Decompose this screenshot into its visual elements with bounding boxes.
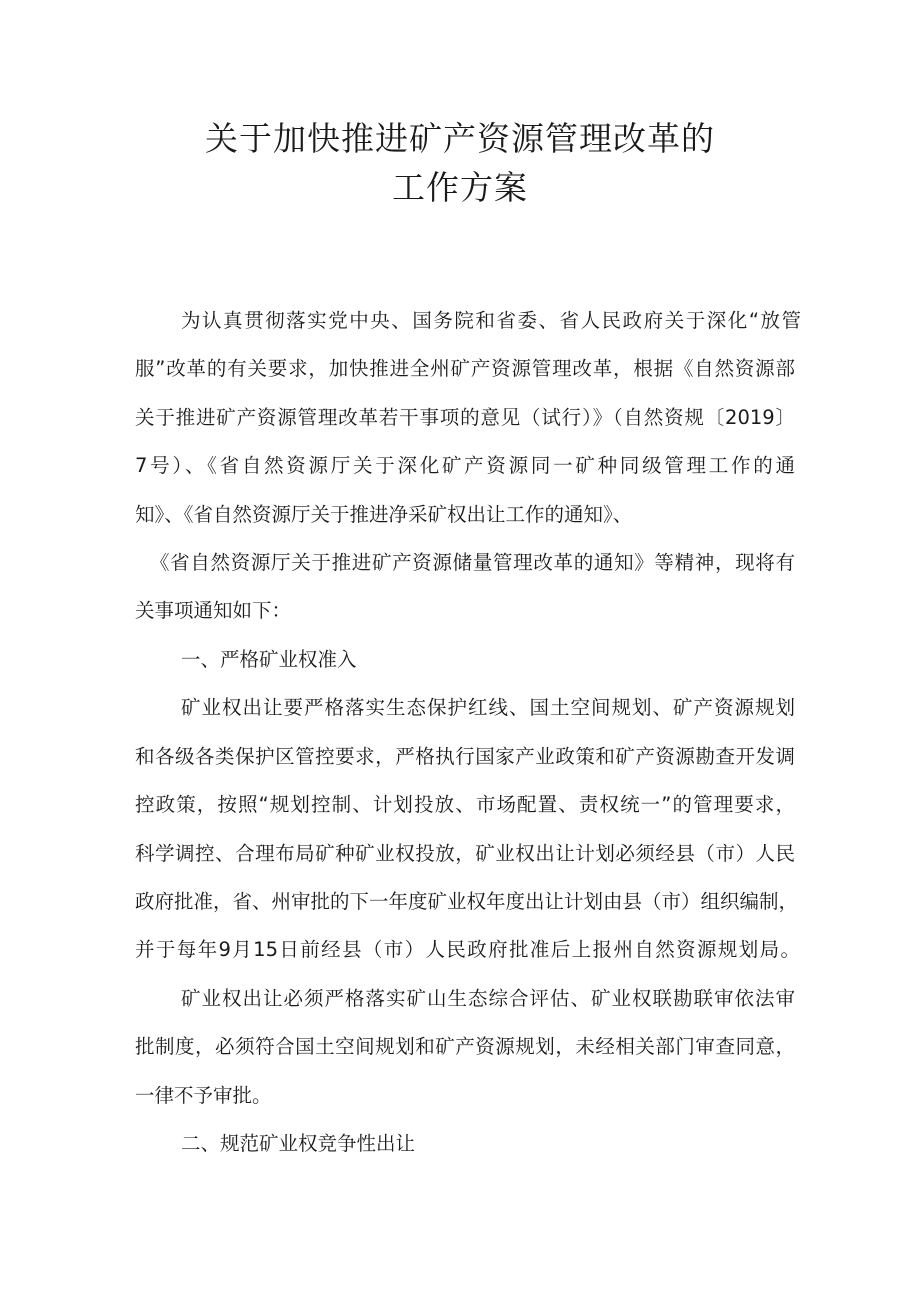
section-heading: 二、规范矿业权竞争性出让 — [181, 1132, 416, 1155]
document-title-line-1: 关于加快推进矿产资源管理改革的 — [205, 119, 715, 158]
paragraph-line: 矿业权出让必须严格落实矿山生态综合评估、矿业权联勘联审依法审 — [181, 987, 795, 1010]
paragraph-line: 《省自然资源厅关于推进矿产资源储量管理改革的通知》等精神，现将有 — [150, 551, 795, 574]
paragraph-line: 和各级各类保护区管控要求，严格执行国家产业政策和矿产资源勘查开发调 — [135, 745, 795, 768]
paragraph-line: 7号）、《省自然资源厅关于深化矿产资源同一矿种同级管理工作的通 — [135, 454, 795, 477]
paragraph-line: 科学调控、合理布局矿种矿业权投放，矿业权出让计划必须经县（市）人民 — [135, 842, 795, 865]
paragraph-line: 一律不予审批。 — [135, 1084, 272, 1107]
paragraph-line: 关事项通知如下： — [135, 599, 292, 622]
paragraph-line: 为认真贯彻落实党中央、国务院和省委、省人民政府关于深化“放管 — [181, 309, 801, 332]
paragraph-line: 知》、《省自然资源厅关于推进净采矿权出让工作的通知》、 — [135, 503, 633, 526]
paragraph-line: 政府批准，省、州审批的下一年度矿业权年度出让计划由县（市）组织编制， — [135, 890, 799, 913]
paragraph-line: 关于推进矿产资源管理改革若干事项的意见（试行）》（自然资规〔2019〕 — [135, 406, 795, 429]
paragraph-line: 控政策，按照“规划控制、计划投放、市场配置、责权统一”的管理要求， — [135, 793, 795, 816]
paragraph-line: 批制度，必须符合国土空间规划和矿产资源规划，未经相关部门审查同意， — [135, 1035, 795, 1058]
paragraph-line: 并于每年9月15日前经县（市）人民政府批准后上报州自然资源规划局。 — [135, 938, 800, 961]
section-heading: 一、严格矿业权准入 — [181, 648, 357, 671]
paragraph-line: 服”改革的有关要求，加快推进全州矿产资源管理改革，根据《自然资源部 — [135, 357, 795, 380]
paragraph-line: 矿业权出让要严格落实生态保护红线、国土空间规划、矿产资源规划 — [181, 696, 795, 719]
document-title-line-2: 工作方案 — [392, 168, 528, 207]
